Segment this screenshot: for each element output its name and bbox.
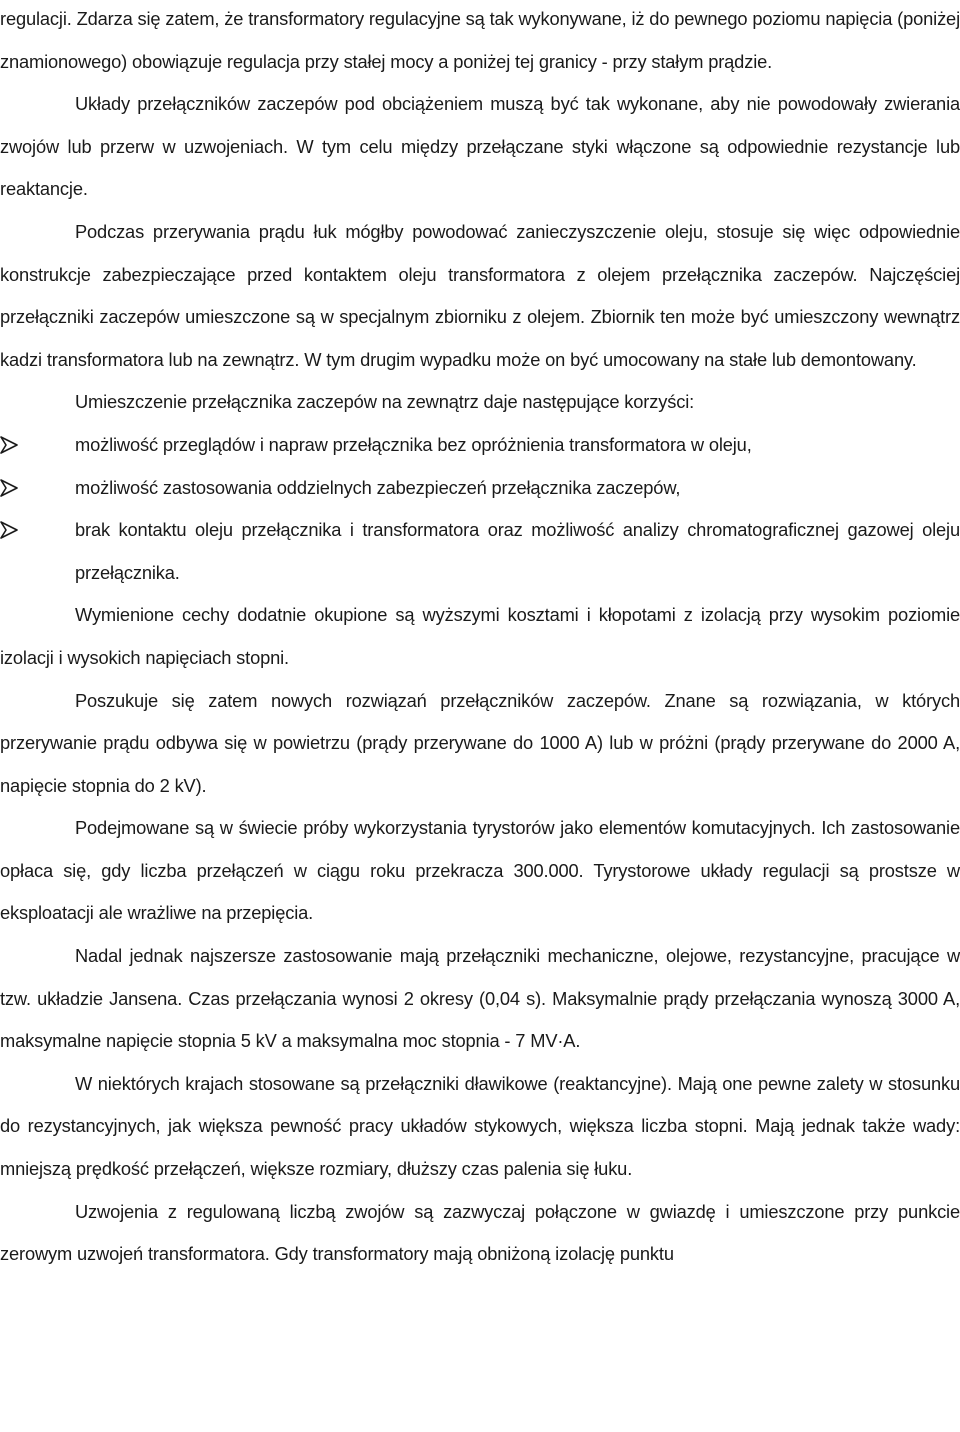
list-item-text: możliwość przeglądów i napraw przełącznika bez opróżnienia transformatora w oleju,	[75, 433, 752, 455]
benefits-list	[0, 424, 960, 594]
arrowhead-bullet-icon	[0, 436, 18, 454]
paragraph-continuation: regulacji. Zdarza się zatem, że transformatory regulacyjne są tak wykonywane, iż do pewnego poziomu napięcia (poniżej znamionowego) obowiązuje regulacja przy stałej mocy a poniżej tej granicy - przy stałym prądzie.	[0, 8, 960, 72]
list-item-text: możliwość zastosowania oddzielnych zabezpieczeń przełącznika zaczepów,	[75, 476, 681, 498]
paragraph-reactor-switches: W niektórych krajach stosowane są przełączniki dławikowe (reaktancyjne). Mają one pewne zalety w stosunku do rezystancyjnych, jak większa pewność pracy układów stykowych, większa liczba stopni. Mają jednak także wady: mniejszą prędkość przełączeń, większe rozmiary, dłuższy czas palenia się łuku.	[0, 1072, 960, 1180]
paragraph-costs: Wymienione cechy dodatnie okupione są wyższymi kosztami i kłopotami z izolacją przy wysokim poziomie izolacji i wysokich napięciach stopni.	[0, 604, 960, 668]
arrowhead-bullet-icon	[0, 479, 18, 497]
list-item	[0, 467, 960, 510]
list-item-text: brak kontaktu oleju przełącznika i transformatora oraz możliwość analizy chromatograficznej gazowej oleju przełącznika.	[75, 519, 960, 583]
paragraph-winding-connection: Uzwojenia z regulowaną liczbą zwojów są zazwyczaj połączone w gwiazdę i umieszczone przy punkcie zerowym uzwojeń transformatora. Gdy transformatory mają obniżoną izolację punktu	[0, 1200, 960, 1265]
arrowhead-bullet-icon	[0, 521, 18, 539]
paragraph-new-solutions: Poszukuje się zatem nowych rozwiązań przełączników zaczepów. Znane są rozwiązania, w których przerywanie prądu odbywa się w powietrzu (prądy przerywane do 1000 A) lub w próżni (prądy przerywane do 2000 A, napięcie stopnia do 2 kV).	[0, 689, 960, 796]
list-item	[0, 509, 960, 594]
list-item	[0, 424, 960, 467]
paragraph-arc-oil-contamination: Podczas przerywania prądu łuk mógłby powodować zanieczyszczenie oleju, stosuje się więc odpowiednie konstrukcje zabezpieczające przed kontaktem oleju transformatora z olejem przełącznika zaczepów. Najczęściej przełączniki zaczepów umieszczone są w specjalnym zbiorniku z olejem. Zbiornik ten może być umieszczony wewnątrz kadzi transformatora lub na zewnątrz. W tym drugim wypadku może on być umocowany na stałe lub demontowany.	[0, 220, 960, 370]
paragraph-benefits-intro: Umieszczenie przełącznika zaczepów na zewnątrz daje następujące korzyści:	[75, 391, 695, 413]
paragraph-thyristors: Podejmowane są w świecie próby wykorzystania tyrystorów jako elementów komutacyjnych. Ich zastosowanie opłaca się, gdy liczba przełączeń w ciągu roku przekracza 300.000. Tyrystorowe układy regulacji są prostsze w eksploatacji ale wrażliwe na przepięcia.	[0, 817, 960, 924]
paragraph-mechanical-switches: Nadal jednak najszersze zastosowanie mają przełączniki mechaniczne, olejowe, rezystancyjne, pracujące w tzw. układzie Jansena. Czas przełączania wynosi 2 okresy (0,04 s). Maksymalnie prądy przełączania wynoszą 3000 A, maksymalne napięcie stopnia 5 kV a maksymalna moc stopnia - 7 MV·A.	[0, 945, 960, 1052]
paragraph-tap-changer-design: Układy przełączników zaczepów pod obciążeniem muszą być tak wykonane, aby nie powodowały zwierania zwojów lub przerw w uzwojeniach. W tym celu między przełączane styki włączone są odpowiednie rezystancje lub reaktancje.	[0, 93, 960, 200]
